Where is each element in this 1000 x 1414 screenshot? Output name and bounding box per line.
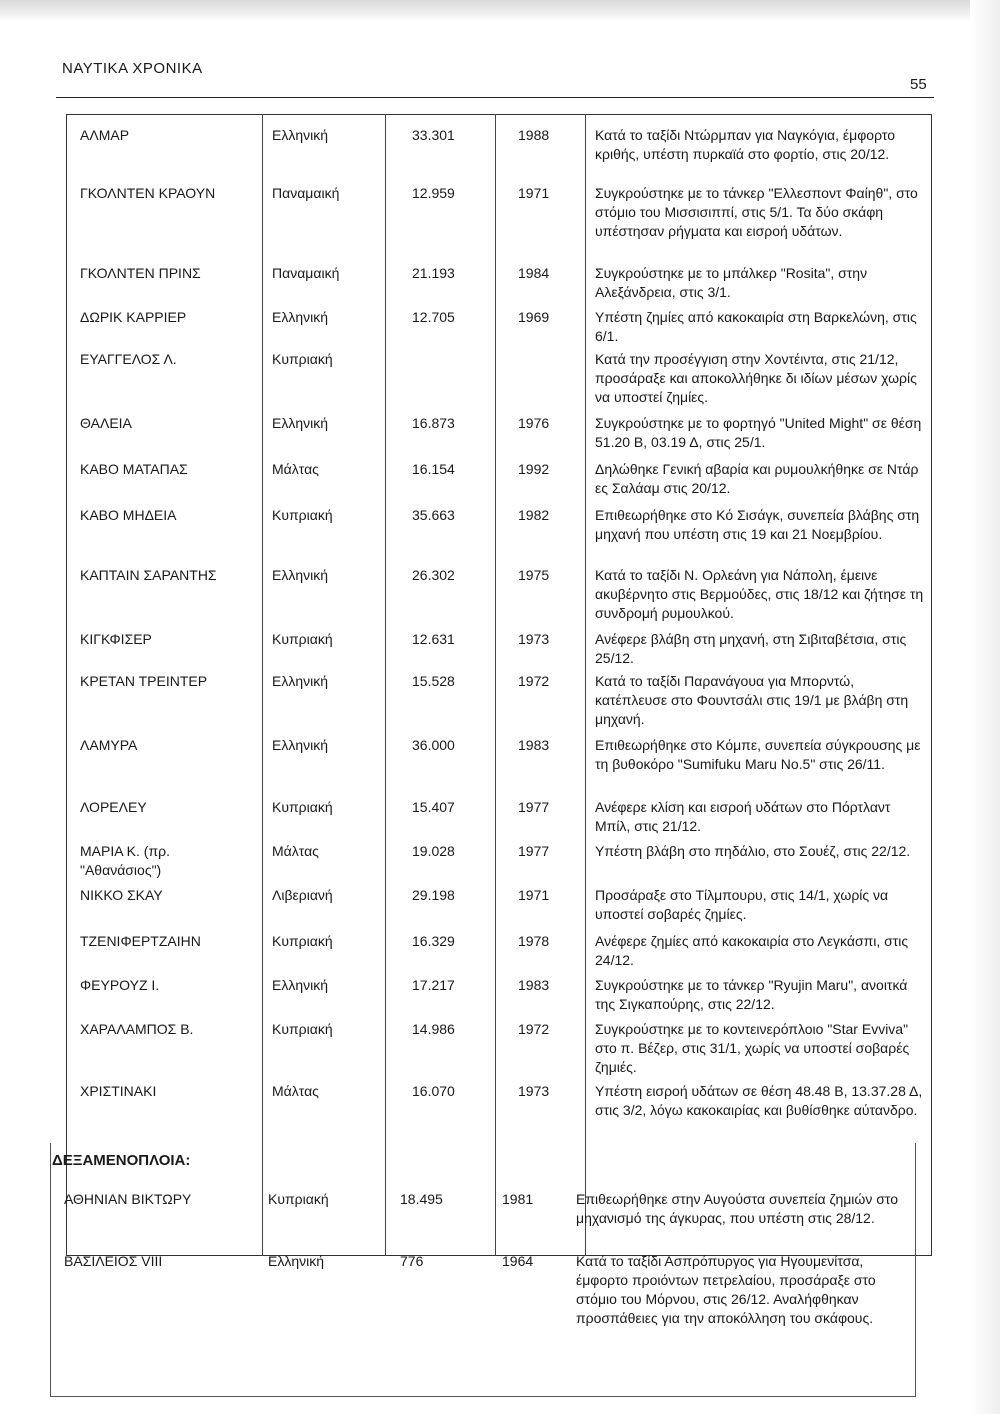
ship-flag: Κυπριακή: [272, 507, 333, 523]
incident-description: Υπέστη ζημίες από κακοκαιρία στη Βαρκελώνη, στις 6/1.: [595, 309, 917, 344]
ship-year: 1992: [518, 461, 550, 477]
ship-year: 1984: [518, 265, 550, 281]
incident-description: Ανέφερε ζημίες από κακοκαιρία στο Λεγκάσπι, στις 24/12.: [595, 933, 909, 968]
ship-tonnage: 12.705: [412, 309, 455, 325]
ship-tonnage: 776: [400, 1253, 424, 1269]
ship-flag: Ελληνική: [268, 1253, 325, 1269]
ship-tonnage: 21.193: [412, 265, 455, 281]
ship-tonnage: 16.329: [412, 933, 455, 949]
header-rule: [56, 97, 934, 98]
ship-year: 1973: [518, 1083, 550, 1099]
ship-name: ΜΑΡΙΑ Κ. (πρ. "Αθανάσιος"): [80, 843, 170, 878]
ship-name: ΚΑΒΟ ΜΗΔΕΙΑ: [80, 507, 177, 523]
ship-year: 1977: [518, 843, 550, 859]
ship-tonnage: 16.070: [412, 1083, 455, 1099]
scan-edge-right: [970, 0, 1000, 1414]
ship-tonnage: 12.959: [412, 185, 455, 201]
ship-flag: Κυπριακή: [272, 351, 333, 367]
ship-year: 1971: [518, 185, 550, 201]
ship-tonnage: 29.198: [412, 887, 455, 903]
incident-description: Προσάραξε στο Τίλμπουρυ, στις 14/1, χωρίς να υποστεί σοβαρές ζημίες.: [595, 887, 889, 922]
incident-description: Κατά το ταξίδι Ασπρόπυργος για Ηγουμενίτσα, έμφορτο προιόντων πετρελαίου, προσάραξε στο στόμιο του Μόρνου, στις 26/12. Αναλήφθηκαν προσπάθειες για την αποκόλληση του σκάφους.: [576, 1253, 876, 1326]
ship-year: 1983: [518, 977, 550, 993]
ship-tonnage: 15.528: [412, 673, 455, 689]
column-divider: [495, 114, 496, 1256]
ship-year: 1982: [518, 507, 550, 523]
ship-name: ΤΖΕΝΙΦΕΡΤΖΑΙΗΝ: [80, 933, 201, 949]
ship-name: ΚΙΓΚΦΙΣΕΡ: [80, 631, 152, 647]
ship-tonnage: 14.986: [412, 1021, 455, 1037]
incident-description: Συγκρούστηκε με το κοντεινερόπλοιο "Star Evviva" στο π. Βέζερ, στις 31/1, χωρίς να υποστεί σοβαρές ζημιές.: [595, 1021, 910, 1075]
column-divider: [385, 114, 386, 1256]
ship-flag: Κυπριακή: [272, 799, 333, 815]
ship-name: ΧΑΡΑΛΑΜΠΟΣ Β.: [80, 1021, 194, 1037]
ship-name: ΛΑΜΥΡΑ: [80, 737, 138, 753]
ship-name: ΚΑΒΟ ΜΑΤΑΠΑΣ: [80, 461, 188, 477]
ship-year: 1975: [518, 567, 550, 583]
incident-description: Επιθεωρήθηκε στο Κό Σισάγκ, συνεπεία βλάβης στη μηχανή που υπέστη στις 19 και 21 Νοεμβρίου.: [595, 507, 920, 542]
ship-tonnage: 17.217: [412, 977, 455, 993]
ship-flag: Ελληνική: [272, 127, 329, 143]
column-divider: [585, 114, 586, 1256]
ship-name: ΘΑΛΕΙΑ: [80, 415, 132, 431]
incident-description: Κατά το ταξίδι Ντώρμπαν για Ναγκόγια, έμφορτο κριθής, υπέστη πυρκαϊά στο φορτίο, στις 20/12.: [595, 127, 895, 162]
incident-description: Επιθεωρήθηκε στην Αυγούστα συνεπεία ζημιών στο μηχανισμό της άγκυρας, που υπέστη στις 28/12.: [576, 1191, 898, 1226]
column-divider: [262, 114, 263, 1256]
incident-description: Συγκρούστηκε με το τάνκερ "Ελλεσποντ Φαίηθ", στο στόμιο του Μισσισιππί, στις 5/1. Τα δύο σκάφη υπέστησαν ρήγματα και εισροή υδάτων.: [595, 185, 918, 239]
ship-name: ΛΟΡΕΛΕΥ: [80, 799, 147, 815]
ship-tonnage: 15.407: [412, 799, 455, 815]
ship-name: ΚΡΕΤΑΝ ΤΡΕΙΝΤΕΡ: [80, 673, 208, 689]
ship-tonnage: 26.302: [412, 567, 455, 583]
ship-tonnage: 33.301: [412, 127, 455, 143]
incident-description: Ανέφερε κλίση και εισροή υδάτων στο Πόρτλαντ Μπίλ, στις 21/12.: [595, 799, 891, 834]
ship-flag: Κυπριακή: [268, 1191, 329, 1207]
ship-year: 1976: [518, 415, 550, 431]
ship-name: ΦΕΥΡΟΥΖ Ι.: [80, 977, 160, 993]
ship-tonnage: 18.495: [400, 1191, 443, 1207]
scan-edge-top: [0, 0, 1000, 22]
ship-flag: Ελληνική: [272, 737, 329, 753]
ship-year: 1983: [518, 737, 550, 753]
incident-description: Συγκρούστηκε με το τάνκερ "Ryujin Maru", ανοιτκά της Σιγκαπούρης, στις 22/12.: [595, 977, 908, 1012]
ship-flag: Μάλτας: [272, 843, 319, 859]
section-heading-tankers: ΔΕΞΑΜΕΝΟΠΛΟΙΑ:: [52, 1152, 191, 1169]
incident-description: Δηλώθηκε Γενική αβαρία και ρυμουλκήθηκε σε Ντάρ ες Σαλάαμ στις 20/12.: [595, 461, 919, 496]
ship-flag: Ελληνική: [272, 567, 329, 583]
ship-tonnage: 36.000: [412, 737, 455, 753]
ship-flag: Μάλτας: [272, 1083, 319, 1099]
incident-description: Ανέφερε βλάβη στη μηχανή, στη Σιβιταβέτσια, στις 25/12.: [595, 631, 907, 666]
incident-description: Υπέστη εισροή υδάτων σε θέση 48.48 Β, 13.37.28 Δ, στις 3/2, λόγω κακοκαιρίας και βυθίσθηκε αύτανδρο.: [595, 1083, 923, 1118]
ship-flag: Μάλτας: [272, 461, 319, 477]
ship-name: ΧΡΙΣΤΙΝΑΚΙ: [80, 1083, 157, 1099]
ship-tonnage: 19.028: [412, 843, 455, 859]
ship-year: 1973: [518, 631, 550, 647]
ship-tonnage: 12.631: [412, 631, 455, 647]
ship-name: ΒΑΣΙΛΕΙΟΣ VIII: [64, 1253, 163, 1269]
ship-flag: Ελληνική: [272, 415, 329, 431]
ship-year: 1972: [518, 1021, 550, 1037]
ship-name: ΔΩΡΙΚ ΚΑΡΡΙΕΡ: [80, 309, 187, 325]
ship-tonnage: 16.873: [412, 415, 455, 431]
ship-flag: Ελληνική: [272, 673, 329, 689]
incident-description: Συγκρούστηκε με το μπάλκερ "Rosita", στην Αλεξάνδρεια, στις 3/1.: [595, 265, 868, 300]
ship-year: 1988: [518, 127, 550, 143]
ship-year: 1978: [518, 933, 550, 949]
ship-flag: Κυπριακή: [272, 1021, 333, 1037]
page-number: 55: [910, 76, 927, 93]
ship-name: ΑΛΜΑΡ: [80, 127, 130, 143]
incident-description: Υπέστη βλάβη στο πηδάλιο, στο Σουέζ, στις 22/12.: [595, 843, 911, 859]
incident-description: Συγκρούστηκε με το φορτηγό "United Might" σε θέση 51.20 Β, 03.19 Δ, στις 25/1.: [595, 415, 922, 450]
ship-tonnage: 35.663: [412, 507, 455, 523]
ship-flag: Κυπριακή: [272, 631, 333, 647]
ship-name: ΚΑΠΤΑΙΝ ΣΑΡΑΝΤΗΣ: [80, 567, 217, 583]
ship-year: 1964: [502, 1253, 534, 1269]
ship-year: 1977: [518, 799, 550, 815]
ship-name: ΝΙΚΚΟ ΣΚΑΥ: [80, 887, 163, 903]
ship-name: ΕΥΑΓΓΕΛΟΣ Λ.: [80, 351, 177, 367]
ship-name: ΑΘΗΝΙΑΝ ΒΙΚΤΩΡΥ: [64, 1191, 192, 1207]
ship-year: 1971: [518, 887, 550, 903]
ship-flag: Κυπριακή: [272, 933, 333, 949]
ship-name: ΓΚΟΛΝΤΕΝ ΚΡΑΟΥΝ: [80, 185, 216, 201]
ship-year: 1972: [518, 673, 550, 689]
ship-flag: Παναμαική: [272, 265, 340, 281]
incident-description: Κατά το ταξίδι Ν. Ορλεάνη για Νάπολη, έμεινε ακυβέρνητο στις Βερμούδες, στις 18/12 και ζήτησε τη συνδρομή ρυμουλκού.: [595, 567, 924, 621]
ship-year: 1969: [518, 309, 550, 325]
ship-flag: Ελληνική: [272, 309, 329, 325]
ship-flag: Ελληνική: [272, 977, 329, 993]
ship-year: 1981: [502, 1191, 534, 1207]
ship-flag: Παναμαική: [272, 185, 340, 201]
incident-description: Επιθεωρήθηκε στο Κόμπε, συνεπεία σύγκρουσης με τη βυθοκόρο "Sumifuku Maru No.5" στις 26/11.: [595, 737, 921, 772]
running-title: ΝΑΥΤΙΚΑ ΧΡΟΝΙΚΑ: [62, 60, 203, 77]
ship-name: ΓΚΟΛΝΤΕΝ ΠΡΙΝΣ: [80, 265, 201, 281]
incident-description: Κατά το ταξίδι Παρανάγουα για Μπορντώ, κατέπλευσε στο Φουντσάλι στις 19/1 με βλάβη στη μηχανή.: [595, 673, 909, 727]
incident-description: Κατά την προσέγγιση στην Χοντέιντα, στις 21/12, προσάραξε και αποκολλήθηκε δι ιδίων μέσων χωρίς να υποστεί ζημίες.: [595, 351, 917, 405]
ship-flag: Λιβεριανή: [272, 887, 333, 903]
ship-tonnage: 16.154: [412, 461, 455, 477]
